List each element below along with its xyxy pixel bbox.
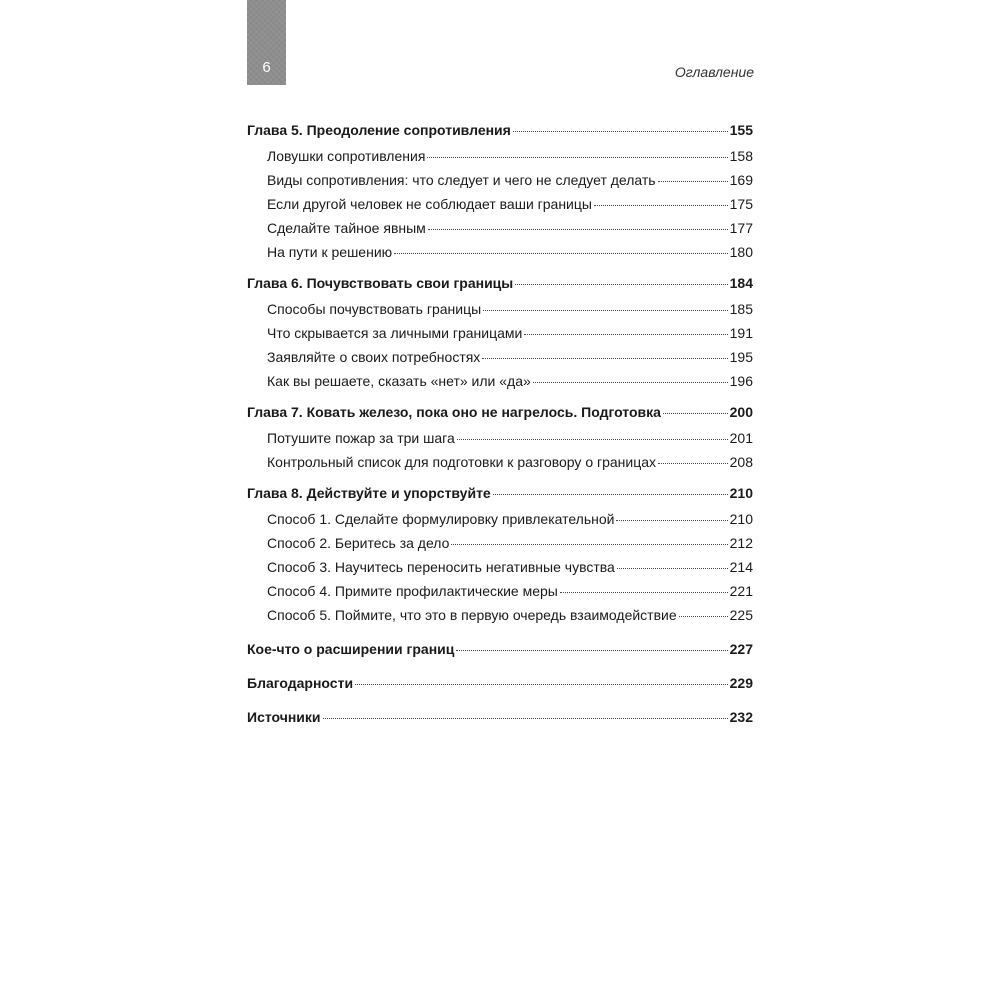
toc-section-entry[interactable] [247, 144, 753, 168]
toc-section-entry[interactable] [247, 507, 753, 531]
dot-leader [658, 181, 728, 182]
toc-entry-page: 158 [729, 148, 753, 164]
toc-entry-title: Заявляйте о своих потребностях [267, 349, 481, 365]
toc-entry-title: Способ 4. Примите профилактические меры [267, 583, 558, 599]
dot-leader [617, 568, 728, 569]
toc-entry-page: 169 [729, 172, 753, 188]
toc-entry-title: Виды сопротивления: что следует и чего не следует делать [267, 172, 656, 188]
dot-leader [560, 592, 728, 593]
toc-entry-page: 225 [729, 607, 753, 623]
toc-entry-page: 210 [729, 485, 753, 501]
toc-section-entry[interactable] [247, 192, 753, 216]
toc-entry-title: Источники [247, 709, 321, 725]
toc-entry-page: 184 [729, 275, 753, 291]
toc-section-entry[interactable] [247, 426, 753, 450]
toc-entry-page: 177 [729, 220, 753, 236]
toc-entry-page: 232 [729, 709, 753, 725]
toc-section-entry[interactable] [247, 168, 753, 192]
toc-entry-page: 175 [729, 196, 753, 212]
toc-entry-title: Ловушки сопротивления [267, 148, 426, 164]
dot-leader [679, 616, 728, 617]
toc-entry-page: 196 [729, 373, 753, 389]
dot-leader [457, 439, 728, 440]
page-number-tab [247, 0, 286, 85]
toc-entry-title: Способ 2. Беритесь за дело [267, 535, 450, 551]
dot-leader [427, 157, 727, 158]
dot-leader [616, 520, 727, 521]
toc-chapter-8 [247, 481, 753, 627]
dot-leader [428, 229, 728, 230]
toc-section-entry[interactable] [247, 240, 753, 264]
toc-chapter-entry[interactable] [247, 271, 753, 295]
dot-leader [663, 413, 728, 414]
toc-entry-page: 155 [729, 122, 753, 138]
toc-entry-page: 195 [729, 349, 753, 365]
dot-leader [524, 334, 727, 335]
toc-entry-title: Способ 5. Поймите, что это в первую очередь взаимодействие [267, 607, 677, 623]
toc-entry-title: Глава 6. Почувствовать свои границы [247, 275, 514, 291]
toc-chapter-5 [247, 118, 753, 264]
toc-entry-page: 180 [729, 244, 753, 260]
dot-leader [493, 494, 728, 495]
toc-entry-page: 229 [729, 675, 753, 691]
toc-entry-page: 185 [729, 301, 753, 317]
toc-section-entry[interactable] [247, 321, 753, 345]
toc-entry-title: Потушите пожар за три шага [267, 430, 455, 446]
toc-section-entry[interactable] [247, 555, 753, 579]
toc-section-entry[interactable] [247, 579, 753, 603]
dot-leader [323, 718, 728, 719]
toc-entry-page: 212 [729, 535, 753, 551]
toc-entry-page: 191 [729, 325, 753, 341]
toc-chapter-6 [247, 271, 753, 393]
dot-leader [451, 544, 727, 545]
toc-section-entry[interactable] [247, 450, 753, 474]
toc-section-entry[interactable] [247, 369, 753, 393]
toc-entry-title: Если другой человек не соблюдает ваши границы [267, 196, 592, 212]
toc-entry-page: 201 [729, 430, 753, 446]
toc-entry-title: Способ 1. Сделайте формулировку привлекательной [267, 511, 615, 527]
toc-section-entry[interactable] [247, 297, 753, 321]
toc-entry-title: Глава 7. Ковать железо, пока оно не нагрелось. Подготовка [247, 404, 661, 420]
toc-entry-page: 208 [729, 454, 753, 470]
toc-entry-title: Что скрывается за личными границами [267, 325, 523, 341]
toc-entry-page: 227 [729, 641, 753, 657]
dot-leader [533, 382, 728, 383]
toc-chapter-entry[interactable] [247, 400, 753, 424]
toc-entry-page: 200 [729, 404, 753, 420]
toc-chapter-7 [247, 400, 753, 474]
toc-entry-title: Благодарности [247, 675, 354, 691]
dot-leader [513, 131, 728, 132]
page-number: 6 [262, 59, 271, 76]
toc-chapter-entry[interactable] [247, 118, 753, 142]
toc-entry-page: 210 [729, 511, 753, 527]
dot-leader [483, 310, 727, 311]
dot-leader [355, 684, 728, 685]
toc-section-entry[interactable] [247, 531, 753, 555]
toc-chapter-entry[interactable] [247, 481, 753, 505]
dot-leader [515, 284, 727, 285]
toc-back-matter-entry[interactable] [247, 671, 753, 695]
toc-entry-title: Способы почувствовать границы [267, 301, 482, 317]
toc-entry-title: На пути к решению [267, 244, 393, 260]
running-title: Оглавление [674, 64, 754, 80]
dot-leader [594, 205, 728, 206]
toc-section-entry[interactable] [247, 345, 753, 369]
toc-entry-title: Глава 5. Преодоление сопротивления [247, 122, 511, 138]
dot-leader [482, 358, 727, 359]
dot-leader [658, 463, 728, 464]
dot-leader [456, 650, 727, 651]
toc-back-matter-entry[interactable] [247, 705, 753, 729]
dot-leader [394, 253, 727, 254]
toc-section-entry[interactable] [247, 216, 753, 240]
toc-entry-page: 221 [729, 583, 753, 599]
toc-entry-title: Глава 8. Действуйте и упорствуйте [247, 485, 491, 501]
toc-entry-title: Кое-что о расширении границ [247, 641, 455, 657]
toc-entry-title: Контрольный список для подготовки к разговору о границах [267, 454, 657, 470]
toc-section-entry[interactable] [247, 603, 753, 627]
toc-entry-title: Как вы решаете, сказать «нет» или «да» [267, 373, 531, 389]
toc-back-matter-entry[interactable] [247, 637, 753, 661]
toc-entry-title: Способ 3. Научитесь переносить негативные чувства [267, 559, 615, 575]
toc-entry-page: 214 [729, 559, 753, 575]
toc-entry-title: Сделайте тайное явным [267, 220, 426, 236]
table-of-contents [247, 118, 753, 738]
